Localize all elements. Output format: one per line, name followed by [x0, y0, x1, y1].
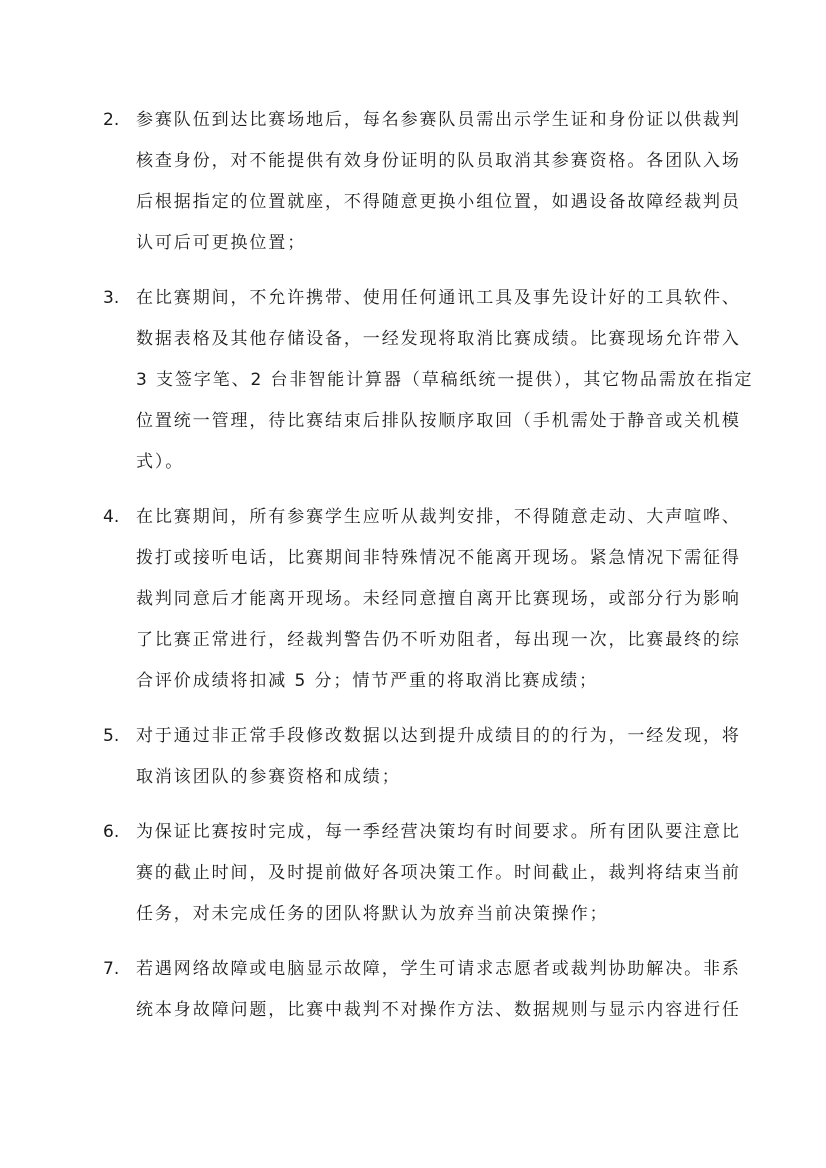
item-text	[136, 497, 755, 702]
text-line: 了比赛正常进行，经裁判警告仍不听劝阻者，每出现一次，比赛最终的综	[136, 630, 741, 650]
text-line: 拨打或接听电话，比赛期间非特殊情况不能离开现场。紧急情况下需征得	[136, 548, 741, 568]
list-item	[103, 100, 755, 264]
text-line: 数据表格及其他存储设备，一经发现将取消比赛成绩。比赛现场允许带入	[136, 329, 741, 349]
item-text	[136, 949, 755, 1031]
text-line: 统本身故障问题，比赛中裁判不对操作方法、数据规则与显示内容进行任	[136, 1000, 741, 1020]
text-line: 式）。	[136, 452, 185, 472]
list-item	[103, 497, 755, 702]
item-text	[136, 716, 755, 798]
item-number: 7.	[103, 959, 120, 979]
text-line: 对于通过非正常手段修改数据以达到提升成绩目的的行为，一经发现，将	[136, 726, 741, 746]
text-line: 位置统一管理，待比赛结束后排队按顺序取回（手机需处于静音或关机模	[136, 411, 741, 431]
item-number: 4.	[103, 507, 120, 527]
text-line: 参赛队伍到达比赛场地后，每名参赛队员需出示学生证和身份证以供裁判	[136, 110, 741, 130]
item-number: 2.	[103, 110, 120, 130]
list-item	[103, 278, 755, 483]
text-line: 为保证比赛按时完成，每一季经营决策均有时间要求。所有团队要注意比	[136, 822, 741, 842]
item-text	[136, 812, 755, 935]
text-line: 赛的截止时间，及时提前做好各项决策工作。时间截止，裁判将结束当前	[136, 863, 741, 883]
text-line: 在比赛期间，不允许携带、使用任何通讯工具及事先设计好的工具软件、	[136, 288, 741, 308]
text-line: 核查身份，对不能提供有效身份证明的队员取消其参赛资格。各团队入场	[136, 151, 741, 171]
rules-list	[103, 100, 755, 1031]
text-line: 任务，对未完成任务的团队将默认为放弃当前决策操作；	[136, 904, 609, 924]
text-line: 认可后可更换位置；	[136, 233, 307, 253]
item-number: 5.	[103, 726, 120, 746]
text-line: 取消该团队的参赛资格和成绩；	[136, 767, 401, 787]
item-number: 3.	[103, 288, 120, 308]
item-number: 6.	[103, 822, 120, 842]
text-line: 后根据指定的位置就座，不得随意更换小组位置，如遇设备故障经裁判员	[136, 192, 741, 212]
text-line: 若遇网络故障或电脑显示故障，学生可请求志愿者或裁判协助解决。非系	[136, 959, 741, 979]
text-line: 在比赛期间，所有参赛学生应听从裁判安排，不得随意走动、大声喧哗、	[136, 507, 741, 527]
list-item	[103, 812, 755, 935]
text-line: 裁判同意后才能离开现场。未经同意擅自离开比赛现场，或部分行为影响	[136, 589, 741, 609]
text-line: 3 支签字笔、2 台非智能计算器（草稿纸统一提供），其它物品需放在指定	[136, 370, 754, 390]
item-text	[136, 100, 755, 264]
text-line: 合评价成绩将扣减 5 分；情节严重的将取消比赛成绩；	[136, 671, 599, 691]
list-item	[103, 716, 755, 798]
list-item	[103, 949, 755, 1031]
item-text	[136, 278, 755, 483]
